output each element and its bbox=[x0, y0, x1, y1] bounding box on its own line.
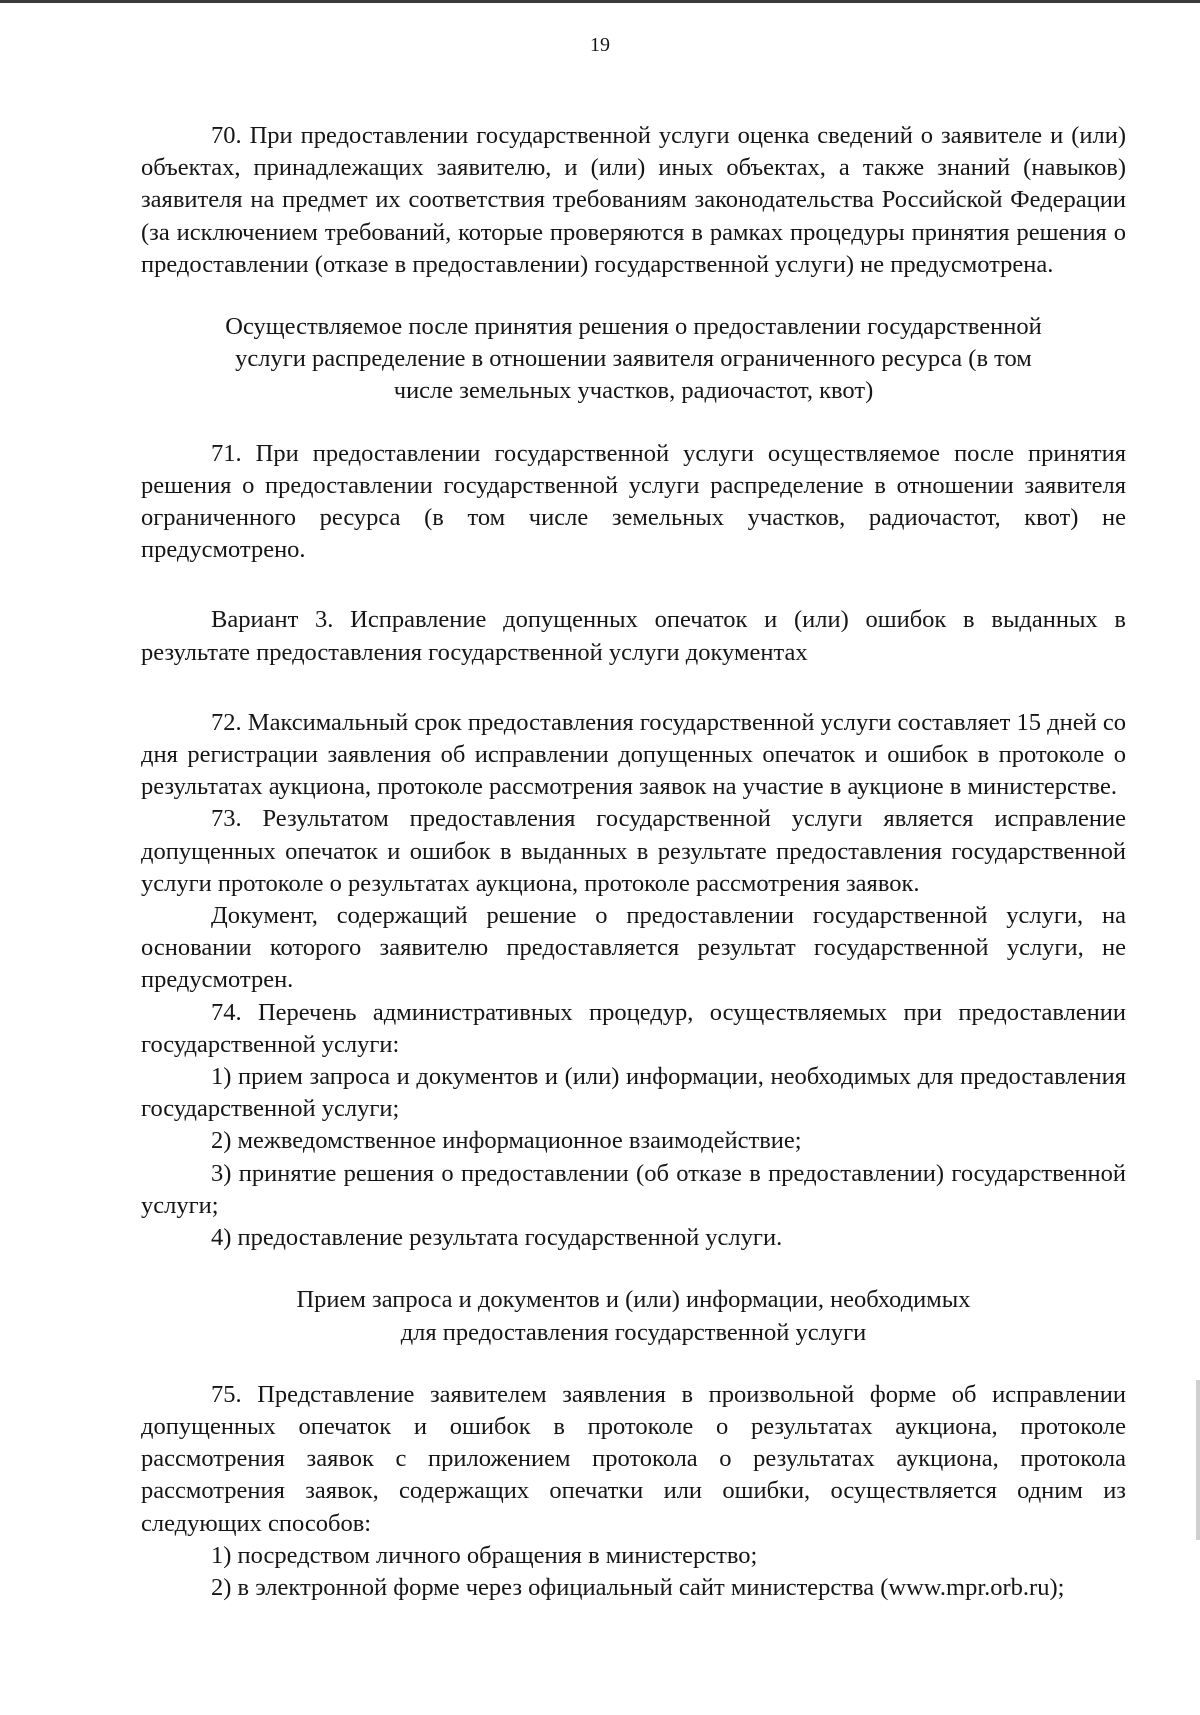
heading-request-reception-line-1: Прием запроса и документов и (или) информации, необходимых bbox=[296, 1286, 971, 1314]
paragraph-75: 75. Представление заявителем заявления в произвольной форме об исправлении допущенных опечаток и ошибок в протоколе о результатах аукциона, протоколе рассмотрения заявок с приложением протокола о результатах аукциона, протокола рассмотрения заявок, содержащих опечатки или ошибки, осуществляется одним из следующих способов: bbox=[141, 1380, 1126, 1537]
page-number: 19 bbox=[590, 34, 610, 56]
heading-request-reception bbox=[141, 1284, 1126, 1348]
list-item-74-2: 2) межведомственное информационное взаимодействие; bbox=[211, 1127, 802, 1155]
paragraph-70: 70. При предоставлении государственной услуги оценка сведений о заявителе и (или) объектах, принадлежащих заявителю, и (или) иных объектах, а также знаний (навыков) заявителя на предмет их соответствия требованиям законодательства Российской Федерации (за исключением требований, которые проверяются в рамках процедуры принятия решения о предоставлении (отказе в предоставлении) государственной услуги) не предусмотрена. bbox=[141, 122, 1126, 278]
document-body bbox=[141, 120, 1126, 1604]
paragraph-73: 73. Результатом предоставления государственной услуги является исправление допущенных опечаток и ошибок в выданных в результате предоставления государственной услуги протоколе о результатах аукциона, протоколе рассмотрения заявок. bbox=[141, 805, 1126, 897]
heading-resource-distribution: Осуществляемое после принятия решения о предоставлении государственной услуги распределение в отношении заявителя ограниченного ресурса (в том числе земельных участков, радиочастот, квот) bbox=[225, 313, 1042, 405]
list-item-75-1: 1) посредством личного обращения в министерство; bbox=[211, 1541, 758, 1569]
heading-request-reception-line-2: для предоставления государственной услуги bbox=[400, 1318, 867, 1346]
paragraph-72: 72. Максимальный срок предоставления государственной услуги составляет 15 дней со дня регистрации заявления об исправлении допущенных опечаток и ошибок в протоколе о результатах аукциона, протоколе рассмотрения заявок на участие в аукционе в министерстве. bbox=[141, 708, 1126, 801]
paragraph-73-document: Документ, содержащий решение о предоставлении государственной услуги, на основании которого заявителю предоставляется результат государственной услуги, не предусмотрен. bbox=[141, 902, 1126, 994]
paragraph-71: 71. При предоставлении государственной услуги осуществляемое после принятия решения о предоставлении государственной услуги распределение в отношении заявителя ограниченного ресурса (в том числе земельных участков, радиочастот, квот) не предусмотрено. bbox=[141, 439, 1126, 564]
scan-edge-top bbox=[0, 0, 1200, 3]
paragraph-74: 74. Перечень административных процедур, осуществляемых при предоставлении государственной услуги: bbox=[141, 998, 1126, 1058]
heading-variant-3: Вариант 3. Исправление допущенных опечаток и (или) ошибок в выданных в результате предоставления государственной услуги документах bbox=[141, 606, 1126, 666]
list-item-74-3: 3) принятие решения о предоставлении (об отказе в предоставлении) государственной услуги; bbox=[141, 1159, 1126, 1219]
list-item-75-2: 2) в электронной форме через официальный сайт министерства (www.mpr.orb.ru); bbox=[211, 1573, 1065, 1601]
list-item-74-1: 1) прием запроса и документов и (или) информации, необходимых для предоставления государственной услуги; bbox=[141, 1063, 1126, 1123]
list-item-74-4: 4) предоставление результата государственной услуги. bbox=[211, 1224, 783, 1252]
scan-edge-right bbox=[1196, 1380, 1200, 1540]
